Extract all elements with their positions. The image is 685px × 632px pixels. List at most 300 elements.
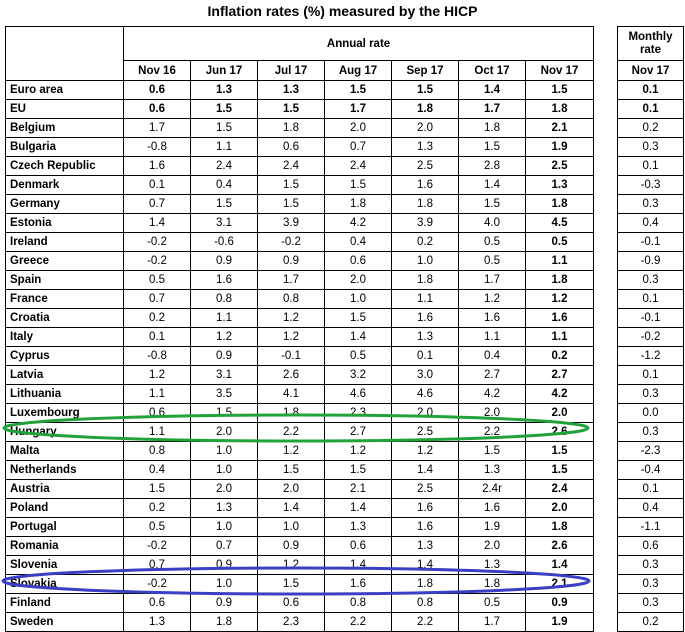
country-name: Greece bbox=[6, 252, 124, 271]
table-row bbox=[6, 594, 594, 613]
country-name: Romania bbox=[6, 537, 124, 556]
rate-cell: 1.5 bbox=[258, 461, 325, 480]
rate-cell: 1.8 bbox=[526, 271, 594, 290]
rate-cell: 1.5 bbox=[191, 404, 258, 423]
rate-cell: 1.8 bbox=[526, 195, 594, 214]
rate-cell: 1.1 bbox=[191, 309, 258, 328]
rate-cell: 0.9 bbox=[258, 537, 325, 556]
rate-cell: 0.2 bbox=[526, 347, 594, 366]
rate-cell: 2.0 bbox=[392, 119, 459, 138]
rate-cell: 4.1 bbox=[258, 385, 325, 404]
rate-cell: 1.7 bbox=[325, 100, 392, 119]
rate-cell: 2.6 bbox=[258, 366, 325, 385]
rate-cell: 1.8 bbox=[459, 575, 526, 594]
country-name: Euro area bbox=[6, 81, 124, 100]
monthly-rate-cell: 0.2 bbox=[618, 613, 684, 632]
monthly-row bbox=[618, 423, 684, 442]
rate-cell: 1.9 bbox=[526, 138, 594, 157]
rate-cell: 1.4 bbox=[526, 556, 594, 575]
rate-cell: 0.7 bbox=[124, 556, 191, 575]
rate-cell: 0.6 bbox=[124, 100, 191, 119]
monthly-row bbox=[618, 347, 684, 366]
rate-cell: 1.5 bbox=[459, 138, 526, 157]
rate-cell: 3.9 bbox=[392, 214, 459, 233]
rate-cell: 3.1 bbox=[191, 366, 258, 385]
rate-cell: 2.8 bbox=[459, 157, 526, 176]
rate-cell: 1.2 bbox=[258, 556, 325, 575]
rate-cell: 2.5 bbox=[392, 423, 459, 442]
rate-cell: 0.5 bbox=[526, 233, 594, 252]
rate-cell: 1.2 bbox=[258, 442, 325, 461]
rate-cell: 1.6 bbox=[392, 518, 459, 537]
monthly-row bbox=[618, 594, 684, 613]
rate-cell: 1.8 bbox=[392, 195, 459, 214]
rate-cell: 0.5 bbox=[459, 594, 526, 613]
rate-cell: 2.2 bbox=[392, 613, 459, 632]
rate-cell: 1.4 bbox=[124, 214, 191, 233]
monthly-column-header: Nov 17 bbox=[618, 61, 684, 81]
country-name: France bbox=[6, 290, 124, 309]
country-name: Malta bbox=[6, 442, 124, 461]
country-name: Cyprus bbox=[6, 347, 124, 366]
rate-cell: -0.2 bbox=[258, 233, 325, 252]
monthly-row bbox=[618, 385, 684, 404]
monthly-row bbox=[618, 613, 684, 632]
rate-cell: 2.6 bbox=[526, 537, 594, 556]
country-name: Finland bbox=[6, 594, 124, 613]
monthly-row bbox=[618, 537, 684, 556]
country-name: Croatia bbox=[6, 309, 124, 328]
monthly-row bbox=[618, 575, 684, 594]
rate-cell: 1.3 bbox=[191, 81, 258, 100]
rate-cell: 1.7 bbox=[459, 613, 526, 632]
monthly-rate-cell: 0.3 bbox=[618, 385, 684, 404]
monthly-rate-cell: 0.1 bbox=[618, 366, 684, 385]
monthly-rate-cell: -1.1 bbox=[618, 518, 684, 537]
table-row bbox=[6, 442, 594, 461]
rate-cell: 1.5 bbox=[325, 176, 392, 195]
country-name: Lithuania bbox=[6, 385, 124, 404]
rate-cell: 0.5 bbox=[459, 233, 526, 252]
monthly-row bbox=[618, 271, 684, 290]
rate-cell: 4.2 bbox=[459, 385, 526, 404]
monthly-rate-cell: -0.9 bbox=[618, 252, 684, 271]
monthly-row bbox=[618, 81, 684, 100]
rate-cell: 1.6 bbox=[124, 157, 191, 176]
rate-cell: 1.3 bbox=[124, 613, 191, 632]
rate-cell: 0.8 bbox=[325, 594, 392, 613]
rate-cell: 1.0 bbox=[258, 518, 325, 537]
rate-cell: 1.3 bbox=[526, 176, 594, 195]
rate-cell: 1.8 bbox=[526, 100, 594, 119]
rate-cell: 1.3 bbox=[392, 328, 459, 347]
rate-cell: 1.7 bbox=[459, 271, 526, 290]
rate-cell: 4.2 bbox=[325, 214, 392, 233]
monthly-rate-cell: -2.3 bbox=[618, 442, 684, 461]
rate-cell: 1.1 bbox=[191, 138, 258, 157]
rate-cell: 1.0 bbox=[191, 575, 258, 594]
rate-cell: 1.3 bbox=[459, 461, 526, 480]
rate-cell: 1.1 bbox=[392, 290, 459, 309]
rate-cell: 1.4 bbox=[325, 499, 392, 518]
rate-cell: 1.6 bbox=[459, 499, 526, 518]
country-name: Hungary bbox=[6, 423, 124, 442]
rate-cell: 1.3 bbox=[392, 138, 459, 157]
column-header: Jul 17 bbox=[258, 61, 325, 81]
rate-cell: 2.1 bbox=[526, 575, 594, 594]
country-name: Luxembourg bbox=[6, 404, 124, 423]
monthly-rate-cell: 0.6 bbox=[618, 537, 684, 556]
rate-cell: 1.5 bbox=[258, 176, 325, 195]
rate-cell: 1.8 bbox=[258, 119, 325, 138]
rate-cell: 1.3 bbox=[325, 518, 392, 537]
rate-cell: 0.6 bbox=[258, 594, 325, 613]
rate-cell: 1.5 bbox=[191, 119, 258, 138]
monthly-rate-cell: 0.3 bbox=[618, 556, 684, 575]
rate-cell: 0.6 bbox=[124, 81, 191, 100]
table-row bbox=[6, 347, 594, 366]
rate-cell: 1.0 bbox=[392, 252, 459, 271]
table-row bbox=[6, 404, 594, 423]
monthly-rate-cell: -1.2 bbox=[618, 347, 684, 366]
rate-cell: 2.3 bbox=[325, 404, 392, 423]
rate-cell: 0.7 bbox=[191, 537, 258, 556]
rate-cell: 0.6 bbox=[325, 252, 392, 271]
country-name: Spain bbox=[6, 271, 124, 290]
rate-cell: 0.5 bbox=[124, 271, 191, 290]
rate-cell: 1.1 bbox=[124, 385, 191, 404]
rate-cell: 1.8 bbox=[392, 575, 459, 594]
column-header: Oct 17 bbox=[459, 61, 526, 81]
rate-cell: 1.2 bbox=[392, 442, 459, 461]
rate-cell: 1.5 bbox=[258, 100, 325, 119]
rate-cell: 1.3 bbox=[191, 499, 258, 518]
rate-cell: 1.0 bbox=[191, 461, 258, 480]
rate-cell: 2.5 bbox=[392, 157, 459, 176]
table-row bbox=[6, 613, 594, 632]
rate-cell: 0.6 bbox=[124, 404, 191, 423]
table-row bbox=[6, 385, 594, 404]
monthly-rate-cell: 0.3 bbox=[618, 423, 684, 442]
rate-cell: 1.5 bbox=[459, 442, 526, 461]
rate-cell: 2.7 bbox=[459, 366, 526, 385]
rate-cell: 1.6 bbox=[191, 271, 258, 290]
rate-cell: 2.0 bbox=[258, 480, 325, 499]
rate-cell: 2.2 bbox=[459, 423, 526, 442]
table-row bbox=[6, 157, 594, 176]
rate-cell: 1.4 bbox=[459, 176, 526, 195]
monthly-rate-cell: 0.0 bbox=[618, 404, 684, 423]
rate-cell: 1.0 bbox=[191, 518, 258, 537]
monthly-row bbox=[618, 290, 684, 309]
rate-cell: 3.9 bbox=[258, 214, 325, 233]
monthly-row bbox=[618, 442, 684, 461]
rate-cell: 0.8 bbox=[258, 290, 325, 309]
rate-cell: 1.2 bbox=[258, 328, 325, 347]
rate-cell: 1.8 bbox=[459, 119, 526, 138]
rate-cell: 0.5 bbox=[459, 252, 526, 271]
monthly-rate-header: Monthly rate bbox=[618, 27, 684, 61]
monthly-rate-cell: 0.3 bbox=[618, 195, 684, 214]
rate-cell: 1.1 bbox=[526, 328, 594, 347]
rate-cell: 1.5 bbox=[526, 81, 594, 100]
monthly-row bbox=[618, 480, 684, 499]
rate-cell: -0.1 bbox=[258, 347, 325, 366]
rate-cell: -0.2 bbox=[124, 537, 191, 556]
country-name: Czech Republic bbox=[6, 157, 124, 176]
rate-cell: 0.5 bbox=[124, 518, 191, 537]
rate-cell: 0.5 bbox=[325, 347, 392, 366]
rate-cell: 0.1 bbox=[124, 328, 191, 347]
rate-cell: 1.0 bbox=[191, 442, 258, 461]
rate-cell: 1.5 bbox=[258, 195, 325, 214]
rate-cell: 0.9 bbox=[191, 252, 258, 271]
table-row bbox=[6, 100, 594, 119]
rate-cell: 1.7 bbox=[124, 119, 191, 138]
table-row bbox=[6, 499, 594, 518]
monthly-row bbox=[618, 119, 684, 138]
monthly-row bbox=[618, 404, 684, 423]
rate-cell: 1.2 bbox=[526, 290, 594, 309]
rate-cell: 1.0 bbox=[325, 290, 392, 309]
rate-cell: 1.8 bbox=[325, 195, 392, 214]
rate-cell: 1.6 bbox=[459, 309, 526, 328]
rate-cell: 2.5 bbox=[526, 157, 594, 176]
rate-cell: 3.0 bbox=[392, 366, 459, 385]
rate-cell: 0.2 bbox=[124, 499, 191, 518]
rate-cell: 0.9 bbox=[191, 594, 258, 613]
rate-cell: 4.2 bbox=[526, 385, 594, 404]
rate-cell: 1.5 bbox=[191, 100, 258, 119]
annual-rate-header: Annual rate bbox=[124, 27, 594, 61]
monthly-row bbox=[618, 518, 684, 537]
rate-cell: 0.6 bbox=[124, 594, 191, 613]
monthly-row bbox=[618, 556, 684, 575]
table-row bbox=[6, 290, 594, 309]
table-row bbox=[6, 271, 594, 290]
rate-cell: 2.2 bbox=[325, 613, 392, 632]
rate-cell: 0.2 bbox=[392, 233, 459, 252]
table-row bbox=[6, 480, 594, 499]
rate-cell: 0.6 bbox=[258, 138, 325, 157]
rate-cell: 0.7 bbox=[325, 138, 392, 157]
rate-cell: 1.4 bbox=[258, 499, 325, 518]
table-row bbox=[6, 461, 594, 480]
rate-cell: 2.0 bbox=[325, 119, 392, 138]
rate-cell: 2.0 bbox=[459, 404, 526, 423]
rate-cell: 2.0 bbox=[459, 537, 526, 556]
table-row bbox=[6, 575, 594, 594]
monthly-rate-cell: -0.4 bbox=[618, 461, 684, 480]
country-name: Sweden bbox=[6, 613, 124, 632]
rate-cell: 0.2 bbox=[124, 309, 191, 328]
monthly-row bbox=[618, 138, 684, 157]
corner-cell-lower bbox=[6, 61, 124, 81]
country-name: Belgium bbox=[6, 119, 124, 138]
monthly-rate-cell: 0.1 bbox=[618, 100, 684, 119]
country-name: Denmark bbox=[6, 176, 124, 195]
rate-cell: 1.8 bbox=[392, 100, 459, 119]
rate-cell: 4.6 bbox=[392, 385, 459, 404]
rate-cell: 1.8 bbox=[392, 271, 459, 290]
rate-cell: 0.8 bbox=[191, 290, 258, 309]
table-row bbox=[6, 556, 594, 575]
rate-cell: 0.4 bbox=[191, 176, 258, 195]
monthly-rate-cell: 0.1 bbox=[618, 480, 684, 499]
rate-cell: 1.2 bbox=[191, 328, 258, 347]
country-name: Latvia bbox=[6, 366, 124, 385]
rate-cell: 1.4 bbox=[392, 556, 459, 575]
monthly-row bbox=[618, 195, 684, 214]
rate-cell: 0.1 bbox=[124, 176, 191, 195]
rate-cell: 1.1 bbox=[526, 252, 594, 271]
table-row bbox=[6, 366, 594, 385]
rate-cell: 0.7 bbox=[124, 290, 191, 309]
rate-cell: 2.0 bbox=[325, 271, 392, 290]
rate-cell: 2.1 bbox=[526, 119, 594, 138]
rate-cell: 2.7 bbox=[526, 366, 594, 385]
rate-cell: 1.6 bbox=[392, 499, 459, 518]
monthly-row bbox=[618, 157, 684, 176]
rate-cell: 2.4 bbox=[191, 157, 258, 176]
monthly-rate-cell: 0.2 bbox=[618, 119, 684, 138]
rate-cell: 1.6 bbox=[526, 309, 594, 328]
rate-cell: 1.8 bbox=[258, 404, 325, 423]
rate-cell: 1.2 bbox=[459, 290, 526, 309]
rate-cell: 1.4 bbox=[392, 461, 459, 480]
rate-cell: 1.8 bbox=[526, 518, 594, 537]
rate-cell: 1.7 bbox=[258, 271, 325, 290]
rate-cell: 2.4r bbox=[459, 480, 526, 499]
rate-cell: 0.9 bbox=[526, 594, 594, 613]
monthly-row bbox=[618, 328, 684, 347]
rate-cell: 1.6 bbox=[392, 309, 459, 328]
rate-cell: 1.5 bbox=[258, 575, 325, 594]
rate-cell: -0.6 bbox=[191, 233, 258, 252]
rate-cell: 1.5 bbox=[526, 461, 594, 480]
column-header: Sep 17 bbox=[392, 61, 459, 81]
country-name: Netherlands bbox=[6, 461, 124, 480]
monthly-rate-cell: 0.4 bbox=[618, 214, 684, 233]
rate-cell: 1.5 bbox=[124, 480, 191, 499]
table-row bbox=[6, 309, 594, 328]
country-name: Germany bbox=[6, 195, 124, 214]
rate-cell: 1.2 bbox=[325, 442, 392, 461]
monthly-rate-cell: 0.1 bbox=[618, 81, 684, 100]
monthly-rate-cell: 0.3 bbox=[618, 138, 684, 157]
table-row bbox=[6, 195, 594, 214]
rate-cell: 0.4 bbox=[124, 461, 191, 480]
rate-cell: 1.1 bbox=[459, 328, 526, 347]
rate-cell: 0.4 bbox=[459, 347, 526, 366]
rate-cell: 1.8 bbox=[191, 613, 258, 632]
rate-cell: 0.9 bbox=[191, 347, 258, 366]
table-title: Inflation rates (%) measured by the HICP bbox=[207, 3, 478, 19]
country-name: Estonia bbox=[6, 214, 124, 233]
table-row bbox=[6, 81, 594, 100]
country-name: Slovenia bbox=[6, 556, 124, 575]
country-name: Poland bbox=[6, 499, 124, 518]
monthly-row bbox=[618, 176, 684, 195]
rate-cell: 1.3 bbox=[392, 537, 459, 556]
column-header: Nov 17 bbox=[526, 61, 594, 81]
rate-cell: 0.6 bbox=[325, 537, 392, 556]
rate-cell: 3.2 bbox=[325, 366, 392, 385]
rate-cell: 0.7 bbox=[124, 195, 191, 214]
rate-cell: 2.2 bbox=[258, 423, 325, 442]
rate-cell: 0.8 bbox=[392, 594, 459, 613]
rate-cell: 2.0 bbox=[526, 404, 594, 423]
rate-cell: 4.0 bbox=[459, 214, 526, 233]
rate-cell: 0.9 bbox=[191, 556, 258, 575]
rate-cell: -0.2 bbox=[124, 575, 191, 594]
monthly-rate-cell: 0.3 bbox=[618, 575, 684, 594]
rate-cell: 1.3 bbox=[258, 81, 325, 100]
table-row bbox=[6, 518, 594, 537]
table-row bbox=[6, 119, 594, 138]
column-header: Aug 17 bbox=[325, 61, 392, 81]
rate-cell: 1.7 bbox=[459, 100, 526, 119]
rate-cell: 1.9 bbox=[459, 518, 526, 537]
table-row bbox=[6, 423, 594, 442]
table-row bbox=[6, 233, 594, 252]
table-row bbox=[6, 328, 594, 347]
rate-cell: 2.0 bbox=[191, 480, 258, 499]
rate-cell: 1.4 bbox=[325, 556, 392, 575]
monthly-row bbox=[618, 252, 684, 271]
rate-cell: 0.4 bbox=[325, 233, 392, 252]
monthly-rate-cell: -0.3 bbox=[618, 176, 684, 195]
rate-cell: 1.6 bbox=[392, 176, 459, 195]
monthly-rate-cell: 0.3 bbox=[618, 594, 684, 613]
monthly-row bbox=[618, 214, 684, 233]
monthly-row bbox=[618, 309, 684, 328]
rate-cell: 0.9 bbox=[258, 252, 325, 271]
table-row bbox=[6, 537, 594, 556]
rate-cell: 1.4 bbox=[325, 328, 392, 347]
table-row bbox=[6, 176, 594, 195]
country-name: Ireland bbox=[6, 233, 124, 252]
rate-cell: 2.0 bbox=[392, 404, 459, 423]
monthly-rate-table bbox=[617, 26, 684, 632]
monthly-rate-cell: 0.3 bbox=[618, 271, 684, 290]
rate-cell: 2.1 bbox=[325, 480, 392, 499]
column-header: Jun 17 bbox=[191, 61, 258, 81]
country-name: Austria bbox=[6, 480, 124, 499]
rate-cell: 1.4 bbox=[459, 81, 526, 100]
rate-cell: -0.2 bbox=[124, 252, 191, 271]
monthly-row bbox=[618, 100, 684, 119]
rate-cell: 1.5 bbox=[392, 81, 459, 100]
monthly-row bbox=[618, 366, 684, 385]
monthly-rate-cell: -0.1 bbox=[618, 309, 684, 328]
rate-cell: 1.9 bbox=[526, 613, 594, 632]
rate-cell: -0.2 bbox=[124, 233, 191, 252]
rate-cell: -0.8 bbox=[124, 347, 191, 366]
monthly-row bbox=[618, 499, 684, 518]
country-name: Slovakia bbox=[6, 575, 124, 594]
rate-cell: 0.8 bbox=[124, 442, 191, 461]
country-name: Portugal bbox=[6, 518, 124, 537]
rate-cell: 2.7 bbox=[325, 423, 392, 442]
rate-cell: 1.2 bbox=[258, 309, 325, 328]
rate-cell: 1.5 bbox=[526, 442, 594, 461]
rate-cell: 1.6 bbox=[325, 575, 392, 594]
monthly-rate-cell: -0.2 bbox=[618, 328, 684, 347]
rate-cell: 2.5 bbox=[392, 480, 459, 499]
rate-cell: 4.5 bbox=[526, 214, 594, 233]
rate-cell: 1.1 bbox=[124, 423, 191, 442]
